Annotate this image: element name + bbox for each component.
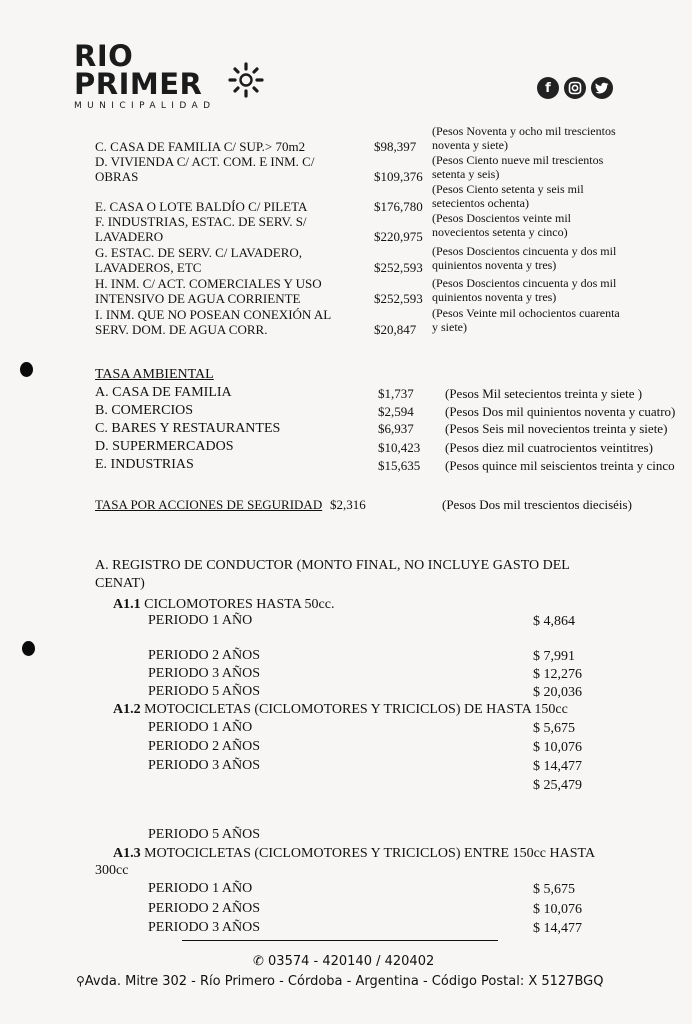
period-label: PERIODO 5 AÑOS xyxy=(148,827,261,842)
tasa-label: C. BARES Y RESTAURANTES xyxy=(95,421,281,436)
logo-subtitle: MUNICIPALIDAD xyxy=(74,101,216,111)
phone-text: 03574 - 420140 / 420402 xyxy=(268,954,435,969)
tarifa-words: (Pesos Ciento nueve mil trescientos xyxy=(432,153,604,167)
period-price: $ 10,076 xyxy=(533,902,582,917)
tasa-label: D. SUPERMERCADOS xyxy=(95,439,234,454)
period-label: PERIODO 3 AÑOS xyxy=(148,666,261,681)
tarifa-words: (Pesos Ciento setenta y seis mil xyxy=(432,182,584,196)
period-label: PERIODO 1 AÑO xyxy=(148,720,253,735)
tarifa-label: H. INM. C/ ACT. COMERCIALES Y USO xyxy=(95,276,322,291)
period-price: $ 20,036 xyxy=(533,685,582,700)
period-label: PERIODO 2 AÑOS xyxy=(148,648,261,663)
period-price: $ 14,477 xyxy=(533,759,582,774)
tarifa-words-2: setenta y seis) xyxy=(432,167,500,181)
tarifa-price: $98,397 xyxy=(374,139,417,154)
tarifa-words: (Pesos Doscientos cincuenta y dos mil xyxy=(432,244,617,258)
tarifa-label: E. CASA O LOTE BALDÍO C/ PILETA xyxy=(95,199,308,214)
tarifa-price: $20,847 xyxy=(374,322,417,337)
tarifa-words-2: setecientos ochenta) xyxy=(432,196,529,210)
tarifa-words: (Pesos Veinte mil ochocientos cuarenta xyxy=(432,306,620,320)
tarifa-price: $220,975 xyxy=(374,229,423,244)
period-label: PERIODO 1 AÑO xyxy=(148,881,253,896)
subsection-title-2: 300cc xyxy=(95,863,129,878)
period-price: $ 25,479 xyxy=(533,778,582,793)
tasa-words: (Pesos Seis mil novecientos treinta y siete) xyxy=(445,421,668,436)
tarifa-label-2: LAVADEROS, ETC xyxy=(95,260,202,275)
section-heading-2: CENAT) xyxy=(95,576,145,591)
twitter-icon[interactable] xyxy=(591,77,613,99)
tarifa-label: D. VIVIENDA C/ ACT. COM. E INM. C/ xyxy=(95,154,315,169)
footer-address xyxy=(76,974,603,989)
period-label: PERIODO 3 AÑOS xyxy=(148,920,261,935)
sun-icon xyxy=(226,60,266,100)
subsection-code: A1.3 xyxy=(113,846,141,861)
instagram-icon[interactable] xyxy=(564,77,586,99)
footer-divider xyxy=(182,940,498,941)
subsection-a11 xyxy=(113,597,334,613)
tarifa-label: I. INM. QUE NO POSEAN CONEXIÓN AL xyxy=(95,307,332,322)
tasa-words: (Pesos diez mil cuatrocientos veintitres) xyxy=(445,440,653,455)
period-label: PERIODO 5 AÑOS xyxy=(148,684,261,699)
tarifa-price: $252,593 xyxy=(374,260,423,275)
tasa-words: (Pesos Mil setecientos treinta y siete ) xyxy=(445,386,643,401)
tarifa-label-2: OBRAS xyxy=(95,169,139,184)
tasa-price: $15,635 xyxy=(378,458,421,473)
tasa-price: $6,937 xyxy=(378,421,414,436)
footer-phone xyxy=(253,954,434,969)
subsection-title: MOTOCICLETAS (CICLOMOTORES Y TRICICLOS) DE HASTA 150cc xyxy=(144,702,568,717)
tarifa-price: $252,593 xyxy=(374,291,423,306)
period-price: $ 10,076 xyxy=(533,740,582,755)
tarifa-price: $109,376 xyxy=(374,169,423,184)
location-pin-icon: ⚲ xyxy=(76,974,85,988)
tasa-label: B. COMERCIOS xyxy=(95,403,194,418)
period-label: PERIODO 2 AÑOS xyxy=(148,739,261,754)
period-price: $ 5,675 xyxy=(533,882,575,897)
tarifa-words-2: novecientos setenta y cinco) xyxy=(432,225,568,239)
address-text: Avda. Mitre 302 - Río Primero - Córdoba - Argentina - Código Postal: X 5127BGQ xyxy=(84,974,604,989)
subsection-title: MOTOCICLETAS (CICLOMOTORES Y TRICICLOS) ENTRE 150cc HASTA xyxy=(144,846,596,861)
section-heading: A. REGISTRO DE CONDUCTOR (MONTO FINAL, NO INCLUYE GASTO DEL xyxy=(95,558,570,573)
tasa-words: (Pesos Dos mil quinientos noventa y cuatro) xyxy=(445,404,676,419)
period-price: $ 7,991 xyxy=(533,649,575,664)
logo-line-1: RIO xyxy=(74,39,134,73)
period-label: PERIODO 2 AÑOS xyxy=(148,901,261,916)
tasa-label: E. INDUSTRIAS xyxy=(95,457,194,472)
tasa-seguridad-words: (Pesos Dos mil trescientos dieciséis) xyxy=(442,497,632,512)
punch-hole-bottom xyxy=(22,641,35,656)
tarifa-label-2: SERV. DOM. DE AGUA CORR. xyxy=(95,322,268,337)
tarifa-words-2: noventa y siete) xyxy=(432,138,508,152)
tarifa-words: (Pesos Doscientos veinte mil xyxy=(432,211,571,225)
tarifa-label: G. ESTAC. DE SERV. C/ LAVADERO, xyxy=(95,245,303,260)
tasa-seguridad-price: $2,316 xyxy=(330,497,366,512)
phone-icon: ✆ xyxy=(253,954,269,969)
logo-line-2: PRIMER xyxy=(74,67,203,101)
tasa-price: $10,423 xyxy=(378,440,421,455)
tarifa-price: $176,780 xyxy=(374,199,423,214)
tarifa-words-2: quinientos noventa y tres) xyxy=(432,290,557,304)
tarifa-words: (Pesos Doscientos cincuenta y dos mil xyxy=(432,276,617,290)
facebook-icon[interactable]: f xyxy=(537,77,559,99)
subsection-a13 xyxy=(113,846,595,862)
period-price: $ 12,276 xyxy=(533,667,582,682)
tarifa-label-2: INTENSIVO DE AGUA CORRIENTE xyxy=(95,291,301,306)
period-price: $ 14,477 xyxy=(533,921,582,936)
tasa-seguridad-label: TASA POR ACCIONES DE SEGURIDAD xyxy=(95,497,323,512)
tasa-label: A. CASA DE FAMILIA xyxy=(95,385,232,400)
punch-hole-top xyxy=(20,362,33,377)
tasa-words: (Pesos quince mil seiscientos treinta y cinco xyxy=(445,458,675,473)
section-title: TASA AMBIENTAL xyxy=(95,367,214,382)
subsection-code: A1.1 xyxy=(113,597,141,612)
period-price: $ 5,675 xyxy=(533,721,575,736)
tasa-price: $1,737 xyxy=(378,386,414,401)
tarifa-label: F. INDUSTRIAS, ESTAC. DE SERV. S/ xyxy=(95,214,307,229)
tarifa-label: C. CASA DE FAMILIA C/ SUP.> 70m2 xyxy=(95,139,306,154)
subsection-title: CICLOMOTORES HASTA 50cc. xyxy=(144,597,335,612)
period-label: PERIODO 3 AÑOS xyxy=(148,758,261,773)
period-label: PERIODO 1 AÑO xyxy=(148,613,253,628)
period-price: $ 4,864 xyxy=(533,614,575,629)
subsection-a12 xyxy=(113,702,568,718)
subsection-code: A1.2 xyxy=(113,702,141,717)
tarifa-words-2: y siete) xyxy=(432,320,467,334)
tasa-price: $2,594 xyxy=(378,404,414,419)
tarifa-words: (Pesos Noventa y ocho mil trescientos xyxy=(432,124,616,138)
tarifa-words-2: quinientos noventa y tres) xyxy=(432,258,557,272)
tarifa-label-2: LAVADERO xyxy=(95,229,164,244)
